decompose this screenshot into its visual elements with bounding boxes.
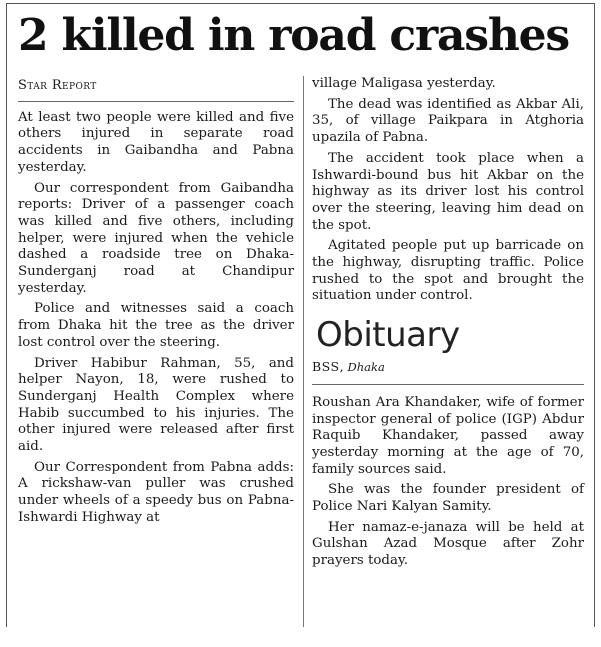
obituary-city: Dhaka (347, 360, 385, 375)
story-paragraph: Police and witnesses said a coach from Dhaka hit the tree as the driver lost control over the steering. (18, 301, 294, 350)
obituary-agency: BSS (312, 359, 340, 375)
story-paragraph: The dead was identified as Akbar Ali, 35, of village Paikpara in Atghoria upazila of Pabna. (312, 96, 584, 146)
story-paragraph: Our Correspondent from Pabna adds: A rickshaw-van puller was crushed under wheels of a speedy bus on Pabna-Ishwardi Highway at (18, 459, 294, 525)
obituary-byline: BSS, Dhaka (312, 359, 584, 385)
story-paragraph: village Maligasa yesterday. (312, 76, 496, 91)
story-paragraph: Driver Habibur Rahman, 55, and helper Nayon, 18, were rushed to Sunderganj Health Complex where Habib succumbed to his injuries. The other injured were released after first aid. (18, 355, 294, 455)
story-column-1 (18, 76, 294, 531)
frame-top-rule (6, 3, 595, 4)
frame-left-rule (6, 3, 7, 627)
obituary-paragraph: Her namaz-e-janaza will be held at Gulshan Azad Mosque after Zohr prayers today. (312, 519, 584, 569)
story-paragraph: At least two people were killed and five others injured in separate road accidents in Gaibandha and Pabna yesterday. (18, 109, 294, 175)
headline: 2 killed in road crashes (18, 10, 569, 61)
column-divider (303, 76, 304, 627)
obituary-paragraph: She was the founder president of Police Nari Kalyan Samity. (312, 482, 584, 515)
story-paragraph: Our correspondent from Gaibandha reports: Driver of a passenger coach was killed and five others, including helper, were injured when the vehicle dashed a roadside tree on Dhaka-Sunderganj road at Chandipur yesterday. (18, 180, 294, 296)
byline: Star Report (18, 78, 294, 102)
obituary-paragraph: Roushan Ara Khandaker, wife of former inspector general of police (IGP) Abdur Raquib Khandaker, passed away yesterday morning at the age of 70, family sources said. (312, 394, 584, 477)
story-column-2 (312, 76, 584, 574)
story-paragraph: The accident took place when a Ishwardi-bound bus hit Akbar on the highway as its driver lost his control over the steering, leaving him dead on the spot. (312, 150, 584, 233)
story-paragraph: Agitated people put up barricade on the highway, disrupting traffic. Police rushed to the spot and brought the situation under control. (312, 238, 584, 304)
frame-right-rule (594, 3, 595, 627)
obituary-heading: Obituary (316, 315, 460, 356)
